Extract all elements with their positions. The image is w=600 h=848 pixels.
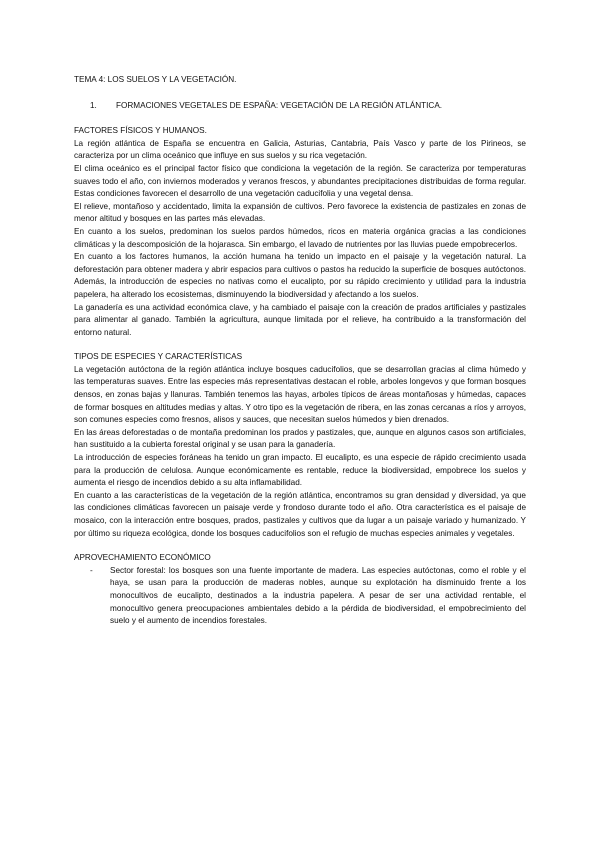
paragraph: En cuanto a los suelos, predominan los suelos pardos húmedos, ricos en materia orgánica gracias a las condiciones climáticas y la descomposición de la hojarasca. Sin embargo, el lavado de nutrientes por las lluvias puede empobrecerlos. — [74, 226, 526, 249]
numbered-heading — [90, 100, 526, 113]
paragraph: La ganadería es una actividad económica clave, y ha cambiado el paisaje con la creación de prados artificiales y pastizales para alimentar al ganado. También la agricultura, aunque limitada por el relieve, ha contribuido a la transformación del entorno natural. — [74, 302, 526, 337]
paragraph: La introducción de especies foráneas ha tenido un gran impacto. El eucalipto, es una especie de rápido crecimiento usada para la producción de celulosa. Aunque económicamente es rentable, reduce la biodiversidad, empobrece los suelos y aumenta el riesgo de incendios debido a su alta inflamabilidad. — [74, 453, 526, 488]
bullet-marker: - — [90, 565, 93, 575]
paragraph: En las áreas deforestadas o de montaña predominan los prados y pastizales, que, aunque en algunos casos son artificiales, han sustituido a la cubierta forestal original y se usan para la ganadería. — [74, 427, 526, 450]
paragraph: En cuanto a las características de la vegetación de la región atlántica, encontramos su gran densidad y diversidad, ya que las condiciones climáticas favorecen un paisaje verde y frondoso durante todo el año. Otra característica es el paisaje de mosaico, con la interacción entre bosques, prados, pastizales y cultivos que da lugar a un paisaje variado y humanizado. Y por último su riqueza ecológica, donde los bosques caducifolios son el refugio de muchas especies animales y vegetales. — [74, 490, 526, 538]
paragraph: La región atlántica de España se encuentra en Galicia, Asturias, Cantabria, País Vasco y parte de los Pirineos, se caracteriza por un clima oceánico que influye en sus suelos y su rica vegetación. — [74, 138, 526, 161]
bullet-item — [74, 565, 526, 628]
heading-number: 1. — [90, 100, 97, 110]
section-heading: FACTORES FÍSICOS Y HUMANOS. — [74, 126, 207, 136]
section-heading: APROVECHAMIENTO ECONÓMICO — [74, 553, 211, 563]
paragraph: La vegetación autóctona de la región atlántica incluye bosques caducifolios, que se desarrollan gracias al clima húmedo y las temperaturas suaves. Entre las especies más representativas destacan el roble, arboles longevos y que forman bosques densos, en zonas bajas y llanuras. También tenemos las hayas, arboles típicos de áreas montañosas y húmedas, capaces de formar bosques en altitudes medias y altas. Y otro tipo es la vegetación de ribera, en las zonas cercanas a ríos y arroyos, son comunes especies como fresnos, alisos y sauces, que necesitan suelos húmedos y bien drenados. — [74, 364, 526, 425]
section-tipos — [74, 351, 526, 540]
document-title: TEMA 4: LOS SUELOS Y LA VEGETACIÓN. — [74, 75, 237, 84]
section-aprovechamiento — [74, 552, 526, 628]
paragraph: El relieve, montañoso y accidentado, limita la expansión de cultivos. Pero favorece la existencia de pastizales en zonas de menor altitud y bosques en las partes más elevadas. — [74, 201, 526, 224]
bullet-text: Sector forestal: los bosques son una fuente importante de madera. Las especies autóctonas, como el roble y el haya, se usan para la producción de maderas nobles, aunque su explotación ha disminuido frente a los monocultivos de eucalipto, destinados a la industria papelera. A pesar de ser una actividad rentable, el monocultivo genera preocupaciones ambientales debido a la pérdida de biodiversidad, el empobrecimiento del suelo y el aumento de incendios forestales. — [110, 565, 526, 626]
heading-text: FORMACIONES VEGETALES DE ESPAÑA: VEGETACIÓN DE LA REGIÓN ATLÁNTICA. — [116, 100, 443, 110]
paragraph: En cuanto a los factores humanos, la acción humana ha tenido un impacto en el paisaje y la vegetación natural. La deforestación para obtener madera y abrir espacios para cultivos o pastos ha reducido la superficie de bosques autóctonos. Además, la introducción de especies no nativas como el eucalipto, por su rápido crecimiento y utilidad para la industria papelera, ha alterado los ecosistemas, disminuyendo la biodiversidad y afectando a los suelos. — [74, 252, 526, 299]
section-heading: TIPOS DE ESPECIES Y CARACTERÍSTICAS — [74, 352, 243, 362]
section-factores — [74, 125, 526, 339]
paragraph: El clima oceánico es el principal factor físico que condiciona la vegetación de la región. Se caracteriza por temperaturas suaves todo el año, con inviernos moderados y veranos frescos, y abundantes precipitaciones distribuidas de forma regular. Estas condiciones favorecen el desarrollo de una vegetación caducifolia y una vegetal densa. — [74, 163, 526, 199]
